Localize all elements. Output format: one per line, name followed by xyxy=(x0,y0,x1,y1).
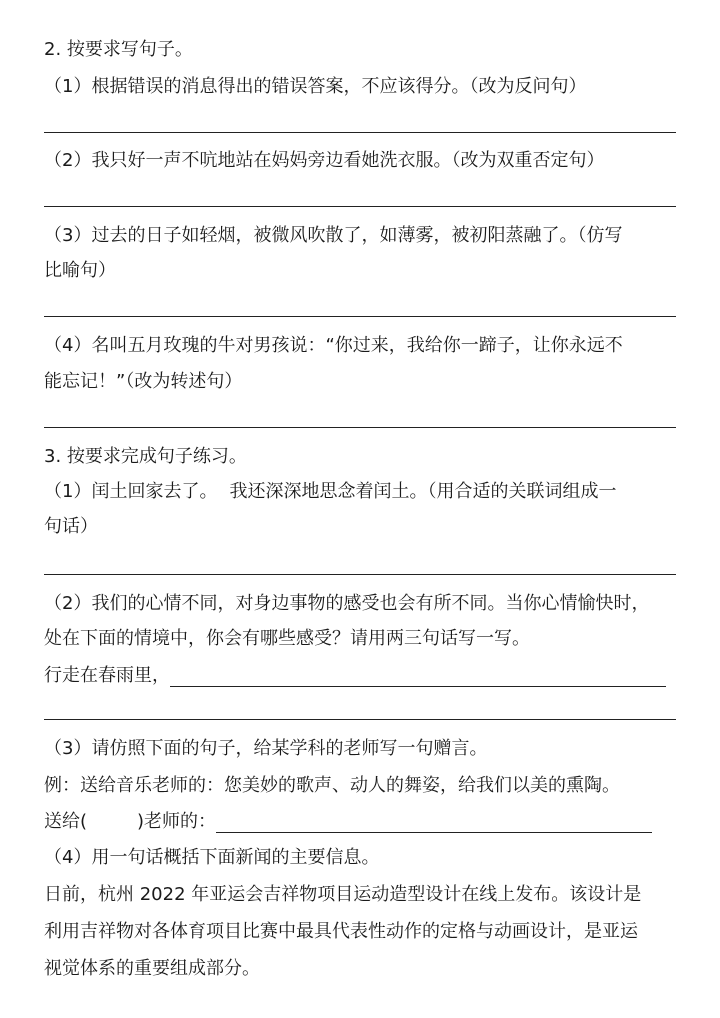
q3-item4-text: （4）用一句话概括下面新闻的主要信息。 xyxy=(44,847,380,868)
q3-item3-inline-answer[interactable] xyxy=(216,812,652,833)
q3-item3-fill-suffix: )老师的： xyxy=(137,811,217,832)
q3-item2-inline-answer[interactable] xyxy=(170,666,666,687)
q2-item1-text: （1）根据错误的消息得出的错误答案，不应该得分。（改为反问句） xyxy=(44,76,587,97)
q3-item2-prompt-row xyxy=(44,662,666,690)
q2-item4-text-line1: （4）名叫五月玫瑰的牛对男孩说：“你过来，我给你一蹄子，让你永远不 xyxy=(44,335,623,356)
q2-item3-text-line2: 比喻句） xyxy=(44,260,116,281)
q3-item1-sentence-a: （1）闰土回家去了。 xyxy=(44,481,218,502)
q3-item2-text-line2: 处在下面的情境中，你会有哪些感受？请用两三句话写一写。 xyxy=(44,628,530,649)
q2-item4-text-line2: 能忘记！”（改为转述句） xyxy=(44,371,243,392)
q3-item2-answer-line[interactable] xyxy=(44,719,676,720)
q3-item1-text-line1 xyxy=(44,478,616,506)
q3-item2-text-line1: （2）我们的心情不同，对身边事物的感受也会有所不同。当你心情愉快时， xyxy=(44,593,650,614)
q3-item4-news-line1: 日前，杭州 2022 年亚运会吉祥物项目运动造型设计在线上发布。该设计是 xyxy=(44,884,642,905)
q3-item1-answer-line[interactable] xyxy=(44,574,676,575)
q3-item2-prompt: 行走在春雨里， xyxy=(44,665,170,686)
q2-title: 2. 按要求写句子。 xyxy=(44,39,193,60)
q3-item4-news-line2: 利用吉祥物对各体育项目比赛中最具代表性动作的定格与动画设计，是亚运 xyxy=(44,921,638,942)
q3-title: 3. 按要求完成句子练习。 xyxy=(44,446,247,467)
q3-item1-sentence-b: 我还深深地思念着闰土。（用合适的关联词组成一 xyxy=(229,481,617,502)
q2-item4-answer-line[interactable] xyxy=(44,427,676,428)
q2-item2-answer-line[interactable] xyxy=(44,206,676,207)
q3-item3-example: 例：送给音乐老师的：您美妙的歌声、动人的舞姿，给我们以美的熏陶。 xyxy=(44,775,620,796)
q2-item1-answer-line[interactable] xyxy=(44,132,676,133)
q3-item4-news-line3: 视觉体系的重要组成部分。 xyxy=(44,958,260,979)
q2-item3-answer-line[interactable] xyxy=(44,316,676,317)
q3-item3-text: （3）请仿照下面的句子，给某学科的老师写一句赠言。 xyxy=(44,738,488,759)
q3-item3-fill-prefix: 送给( xyxy=(44,811,88,832)
q2-item2-text: （2）我只好一声不吭地站在妈妈旁边看她洗衣服。（改为双重否定句） xyxy=(44,150,605,171)
q3-item1-text-line2: 句话） xyxy=(44,516,98,537)
q2-item3-text-line1: （3）过去的日子如轻烟，被微风吹散了，如薄雾，被初阳蒸融了。（仿写 xyxy=(44,225,623,246)
q3-item3-fill-row xyxy=(44,808,652,836)
